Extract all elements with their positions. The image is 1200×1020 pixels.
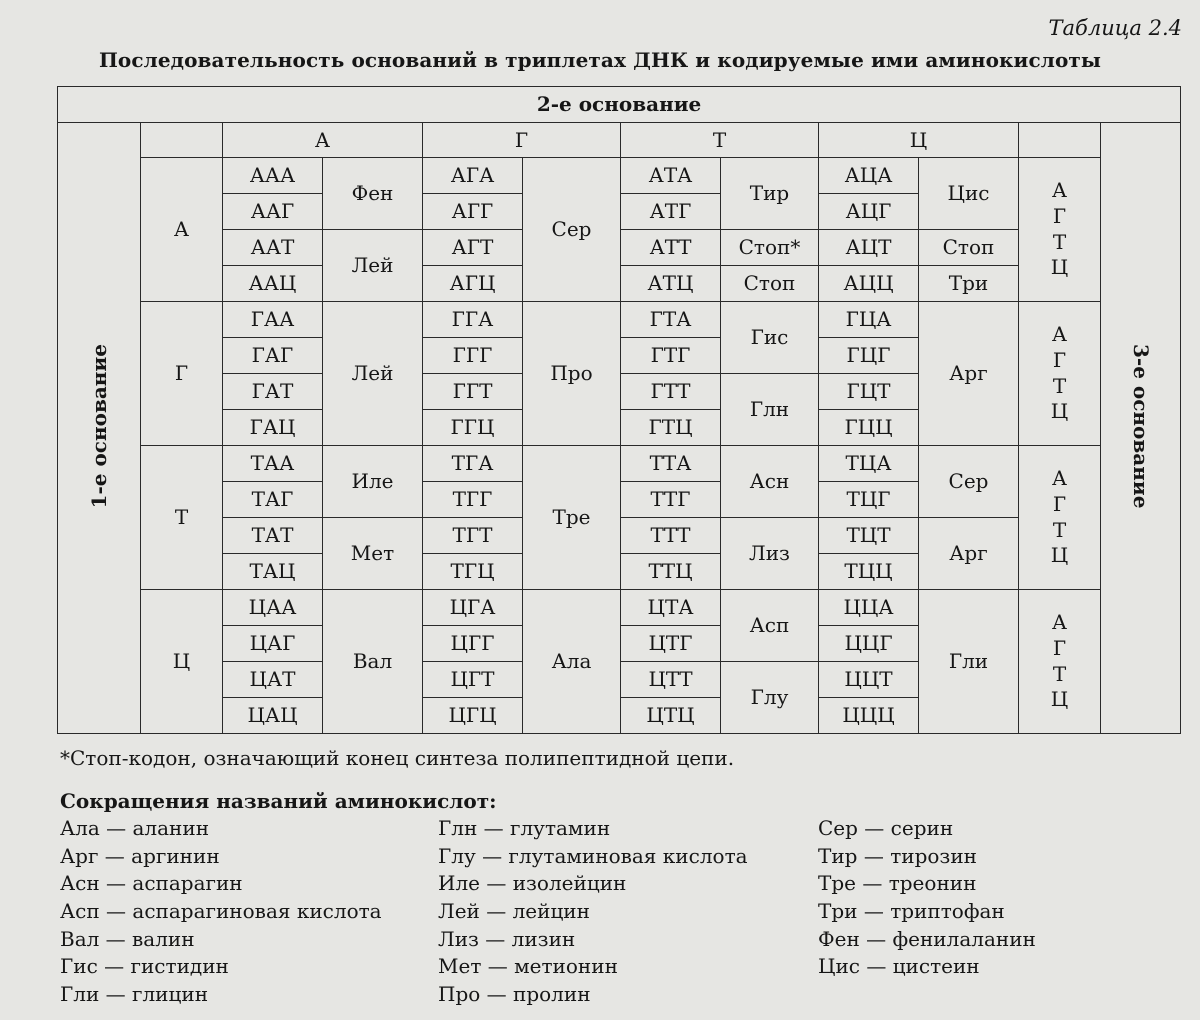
- third-base-letter: Т: [1052, 229, 1067, 254]
- abbreviation-item: Сер — серин: [818, 816, 954, 840]
- third-base-letter: Ц: [1050, 399, 1069, 424]
- abbreviation-item: Асн — аспарагин: [60, 871, 243, 896]
- abbreviations-title: Сокращения названий аминокислот:: [60, 789, 497, 813]
- amino-acid: Асн: [721, 446, 819, 518]
- amino-acid: Сер: [919, 446, 1019, 518]
- abbreviation-item: Лей — лейцин: [438, 899, 590, 924]
- codon: ЦАТ: [223, 662, 323, 698]
- codon: АГЦ: [423, 266, 523, 302]
- second-base-a: А: [223, 123, 423, 158]
- amino-acid: Стоп*: [721, 230, 819, 266]
- codon: ЦГТ: [423, 662, 523, 698]
- codon: ТЦГ: [819, 482, 919, 518]
- abbreviation-item: Ала — аланин: [60, 816, 210, 840]
- third-base-label: 3-е основание: [1129, 343, 1154, 509]
- third-base-letter: Г: [1052, 635, 1067, 660]
- codon: АТТ: [621, 230, 721, 266]
- abbreviation-item: Арг — аргинин: [60, 843, 220, 868]
- codon: ГТЦ: [621, 410, 721, 446]
- abbreviations-column-2: [438, 816, 748, 1010]
- codon: ГЦГ: [819, 338, 919, 374]
- codon: ЦТГ: [621, 626, 721, 662]
- codon: ТТГ: [621, 482, 721, 518]
- codon: ТТЦ: [621, 554, 721, 590]
- third-base-letter: Г: [1052, 347, 1067, 372]
- amino-acid: Арг: [919, 518, 1019, 590]
- second-base-g: Г: [423, 123, 621, 158]
- abbreviation-item: Три — триптофан: [818, 899, 1005, 924]
- codon: ЦАГ: [223, 626, 323, 662]
- third-base-letter: Ц: [1050, 687, 1069, 712]
- first-base-4: Ц: [141, 590, 223, 734]
- codon: ЦГГ: [423, 626, 523, 662]
- third-base-letter: Т: [1052, 517, 1067, 542]
- amino-acid: Цис: [919, 158, 1019, 230]
- abbreviation-item: Глн — глутамин: [438, 816, 611, 840]
- codon: АТА: [621, 158, 721, 194]
- third-base-letter: Г: [1052, 491, 1067, 516]
- third-base-letter: Т: [1052, 661, 1067, 686]
- codon: АЦТ: [819, 230, 919, 266]
- codon: ААЦ: [223, 266, 323, 302]
- third-base-3: [1019, 446, 1101, 590]
- abbreviation-item: Иле — изолейцин: [438, 871, 627, 896]
- first-base-header-blank: [141, 123, 223, 158]
- abbreviation-item: Асп — аспарагиновая кислота: [60, 899, 382, 924]
- amino-acid: Асп: [721, 590, 819, 662]
- third-base-letter: Т: [1052, 373, 1067, 398]
- amino-acid: Тре: [523, 446, 621, 590]
- codon: ЦЦГ: [819, 626, 919, 662]
- codon: ГТА: [621, 302, 721, 338]
- amino-acid: Стоп: [919, 230, 1019, 266]
- amino-acid: Гли: [919, 590, 1019, 734]
- abbreviation-item: Гис — гистидин: [60, 954, 229, 979]
- codon: ЦЦТ: [819, 662, 919, 698]
- codon: ТЦА: [819, 446, 919, 482]
- codon: АТГ: [621, 194, 721, 230]
- codon: ГГА: [423, 302, 523, 338]
- amino-acid: Три: [919, 266, 1019, 302]
- codon: АГГ: [423, 194, 523, 230]
- abbreviation-item: Про — пролин: [438, 982, 591, 1007]
- amino-acid: Фен: [323, 158, 423, 230]
- second-base-c: Ц: [819, 123, 1019, 158]
- codon: ГЦТ: [819, 374, 919, 410]
- second-base-t: Т: [621, 123, 819, 158]
- codon: ЦЦА: [819, 590, 919, 626]
- third-base-header-blank: [1019, 123, 1101, 158]
- third-base-letter: Г: [1052, 203, 1067, 228]
- amino-acid: Гис: [721, 302, 819, 374]
- codon: ГАГ: [223, 338, 323, 374]
- abbreviation-item: Вал — валин: [60, 926, 195, 951]
- codon-table: [57, 86, 1181, 734]
- amino-acid: Сер: [523, 158, 621, 302]
- third-base-2: [1019, 302, 1101, 446]
- third-base-letter: А: [1051, 178, 1068, 203]
- abbreviation-item: Цис — цистеин: [818, 954, 980, 979]
- codon: ТАГ: [223, 482, 323, 518]
- abbreviation-item: Мет — метионин: [438, 954, 618, 979]
- codon: ЦГЦ: [423, 698, 523, 734]
- codon: ЦАА: [223, 590, 323, 626]
- amino-acid: Лей: [323, 230, 423, 302]
- amino-acid: Иле: [323, 446, 423, 518]
- third-base-letter: А: [1051, 466, 1068, 491]
- codon: АЦГ: [819, 194, 919, 230]
- codon: ТГТ: [423, 518, 523, 554]
- abbreviations-column-1: [60, 816, 382, 1010]
- third-base-letter: Ц: [1050, 255, 1069, 280]
- codon: ТГА: [423, 446, 523, 482]
- amino-acid: Глн: [721, 374, 819, 446]
- codon: ГГГ: [423, 338, 523, 374]
- codon: ТАЦ: [223, 554, 323, 590]
- amino-acid: Мет: [323, 518, 423, 590]
- first-base-1: А: [141, 158, 223, 302]
- codon: ТГГ: [423, 482, 523, 518]
- abbreviation-item: Фен — фенилаланин: [818, 926, 1036, 951]
- footnote: *Стоп-кодон, означающий конец синтеза полипептидной цепи.: [60, 746, 735, 770]
- codon: ЦТТ: [621, 662, 721, 698]
- codon: ТАА: [223, 446, 323, 482]
- codon: АГА: [423, 158, 523, 194]
- abbreviations-column-3: [818, 816, 1036, 982]
- codon: ТАТ: [223, 518, 323, 554]
- third-base-label-cell: [1101, 123, 1181, 734]
- abbreviation-item: Тре — треонин: [818, 871, 977, 896]
- codon: ГАТ: [223, 374, 323, 410]
- amino-acid: Лиз: [721, 518, 819, 590]
- codon: ГТТ: [621, 374, 721, 410]
- codon: ЦГА: [423, 590, 523, 626]
- third-base-1: [1019, 158, 1101, 302]
- codon: ААТ: [223, 230, 323, 266]
- abbreviation-item: Лиз — лизин: [438, 926, 576, 951]
- codon: ААА: [223, 158, 323, 194]
- codon: ТТТ: [621, 518, 721, 554]
- amino-acid: Ала: [523, 590, 621, 734]
- third-base-4: [1019, 590, 1101, 734]
- abbreviation-item: Гли — глицин: [60, 982, 209, 1007]
- codon: АЦЦ: [819, 266, 919, 302]
- first-base-label-cell: [58, 123, 141, 734]
- codon: ГГЦ: [423, 410, 523, 446]
- codon: ТЦЦ: [819, 554, 919, 590]
- codon: ГГТ: [423, 374, 523, 410]
- abbreviation-item: Тир — тирозин: [818, 843, 977, 868]
- codon: ГТГ: [621, 338, 721, 374]
- third-base-letter: А: [1051, 610, 1068, 635]
- codon: ГЦА: [819, 302, 919, 338]
- first-base-3: Т: [141, 446, 223, 590]
- codon: АЦА: [819, 158, 919, 194]
- third-base-letter: Ц: [1050, 543, 1069, 568]
- codon: ЦТЦ: [621, 698, 721, 734]
- codon: АТЦ: [621, 266, 721, 302]
- codon: ТГЦ: [423, 554, 523, 590]
- table-number: Таблица 2.4: [1048, 16, 1182, 40]
- table-title: Последовательность оснований в триплетах ДНК и кодируемые ими аминокислоты: [98, 48, 1102, 72]
- amino-acid: Глу: [721, 662, 819, 734]
- abbreviation-item: Глу — глутаминовая кислота: [438, 843, 748, 868]
- codon: ЦТА: [621, 590, 721, 626]
- first-base-2: Г: [141, 302, 223, 446]
- amino-acid: Стоп: [721, 266, 819, 302]
- amino-acid: Тир: [721, 158, 819, 230]
- codon: ЦАЦ: [223, 698, 323, 734]
- codon: ГЦЦ: [819, 410, 919, 446]
- amino-acid: Вал: [323, 590, 423, 734]
- codon: АГТ: [423, 230, 523, 266]
- first-base-label: 1-е основание: [86, 343, 111, 509]
- codon: ТЦТ: [819, 518, 919, 554]
- third-base-letter: А: [1051, 322, 1068, 347]
- codon: ААГ: [223, 194, 323, 230]
- second-base-header: 2-е основание: [58, 87, 1181, 123]
- amino-acid: Про: [523, 302, 621, 446]
- amino-acid: Арг: [919, 302, 1019, 446]
- codon: ГАА: [223, 302, 323, 338]
- codon: ГАЦ: [223, 410, 323, 446]
- codon: ЦЦЦ: [819, 698, 919, 734]
- amino-acid: Лей: [323, 302, 423, 446]
- codon: ТТА: [621, 446, 721, 482]
